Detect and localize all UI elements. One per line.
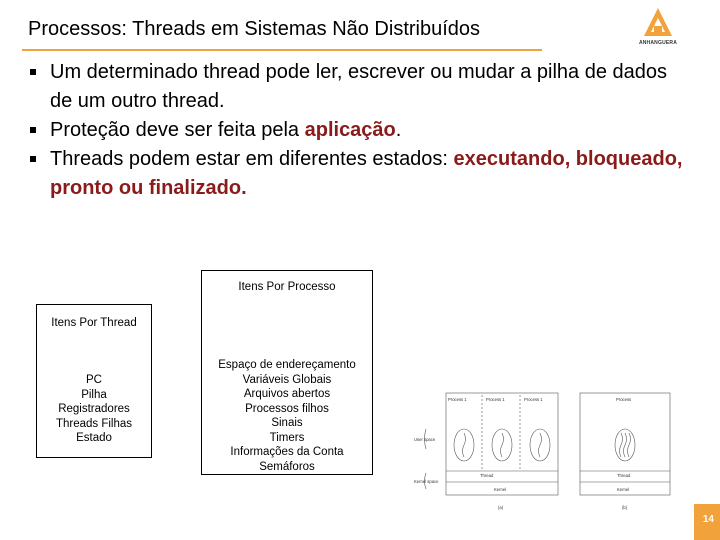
bullet-marker bbox=[30, 127, 36, 133]
bullet-item bbox=[30, 116, 690, 145]
bullet-text: Um determinado thread pode ler, escrever ou mudar a pilha de dados de um outro thread. bbox=[50, 61, 668, 112]
per-thread-items bbox=[37, 373, 151, 446]
per-process-items bbox=[202, 358, 372, 474]
per-process-item: Informações da Conta bbox=[230, 446, 344, 458]
diagram-label-process1: Process 1 bbox=[448, 397, 467, 402]
bullet-highlight: aplicação bbox=[304, 119, 396, 141]
bullet-item bbox=[30, 58, 690, 116]
logo-text: ANHANGUERA bbox=[638, 40, 678, 46]
per-thread-item: Estado bbox=[76, 432, 112, 444]
per-process-item: Semáforos bbox=[259, 460, 315, 473]
per-process-item: Espaço de endereçamento bbox=[218, 359, 356, 371]
diagram-label-kernel: Kernel bbox=[494, 487, 507, 492]
diagram-label-kernel-space: Kernel space bbox=[414, 479, 439, 484]
diagram-label-thread: Thread bbox=[617, 473, 631, 478]
bullet-list bbox=[30, 58, 690, 203]
bullet-text: Threads podem estar em diferentes estados: bbox=[50, 148, 454, 170]
per-process-item: Arquivos abertos bbox=[243, 388, 331, 400]
per-thread-item: Registradores bbox=[58, 403, 130, 415]
diagram-frame-a bbox=[446, 393, 558, 495]
per-thread-item: Pilha bbox=[81, 388, 107, 401]
per-process-title: Itens Por Processo bbox=[238, 281, 336, 293]
per-process-box bbox=[201, 270, 373, 475]
slide-title: Processos: Threads em Sistemas Não Distribuídos bbox=[28, 18, 481, 40]
per-process-item: Processos filhos bbox=[245, 402, 329, 415]
diagram-label-process1: Process 1 bbox=[524, 397, 543, 402]
per-process-item: Variáveis Globais bbox=[242, 373, 332, 386]
per-process-item: Sinais bbox=[271, 417, 303, 429]
bullet-marker bbox=[30, 69, 36, 75]
threads-diagram bbox=[412, 385, 682, 520]
per-thread-title: Itens Por Thread bbox=[51, 317, 137, 329]
bullet-text-after: . bbox=[395, 119, 402, 141]
bullet-highlight: executando, bloqueado, pronto ou finalizado. bbox=[50, 148, 683, 199]
diagram-label-process1: Process 1 bbox=[486, 397, 505, 402]
bullet-marker bbox=[30, 156, 36, 162]
diagram-label-process: Process bbox=[616, 397, 632, 402]
title-underline bbox=[22, 49, 542, 51]
bullet-item bbox=[30, 145, 690, 203]
diagram-label-thread: Thread bbox=[480, 473, 494, 478]
diagram-label-user-space: User space bbox=[414, 437, 436, 442]
per-thread-box bbox=[36, 304, 152, 458]
diagram-caption-b: (b) bbox=[622, 505, 628, 510]
diagram-frame-b bbox=[580, 393, 670, 495]
per-process-item: Timers bbox=[269, 431, 305, 444]
diagram-label-kernel: Kernel bbox=[617, 487, 630, 492]
per-thread-item: Threads Filhas bbox=[55, 417, 133, 430]
page-number: 14 bbox=[702, 514, 714, 525]
diagram-caption-a: (a) bbox=[498, 505, 504, 510]
bullet-text: Proteção deve ser feita pela bbox=[50, 119, 305, 141]
per-thread-item: PC bbox=[86, 374, 102, 386]
